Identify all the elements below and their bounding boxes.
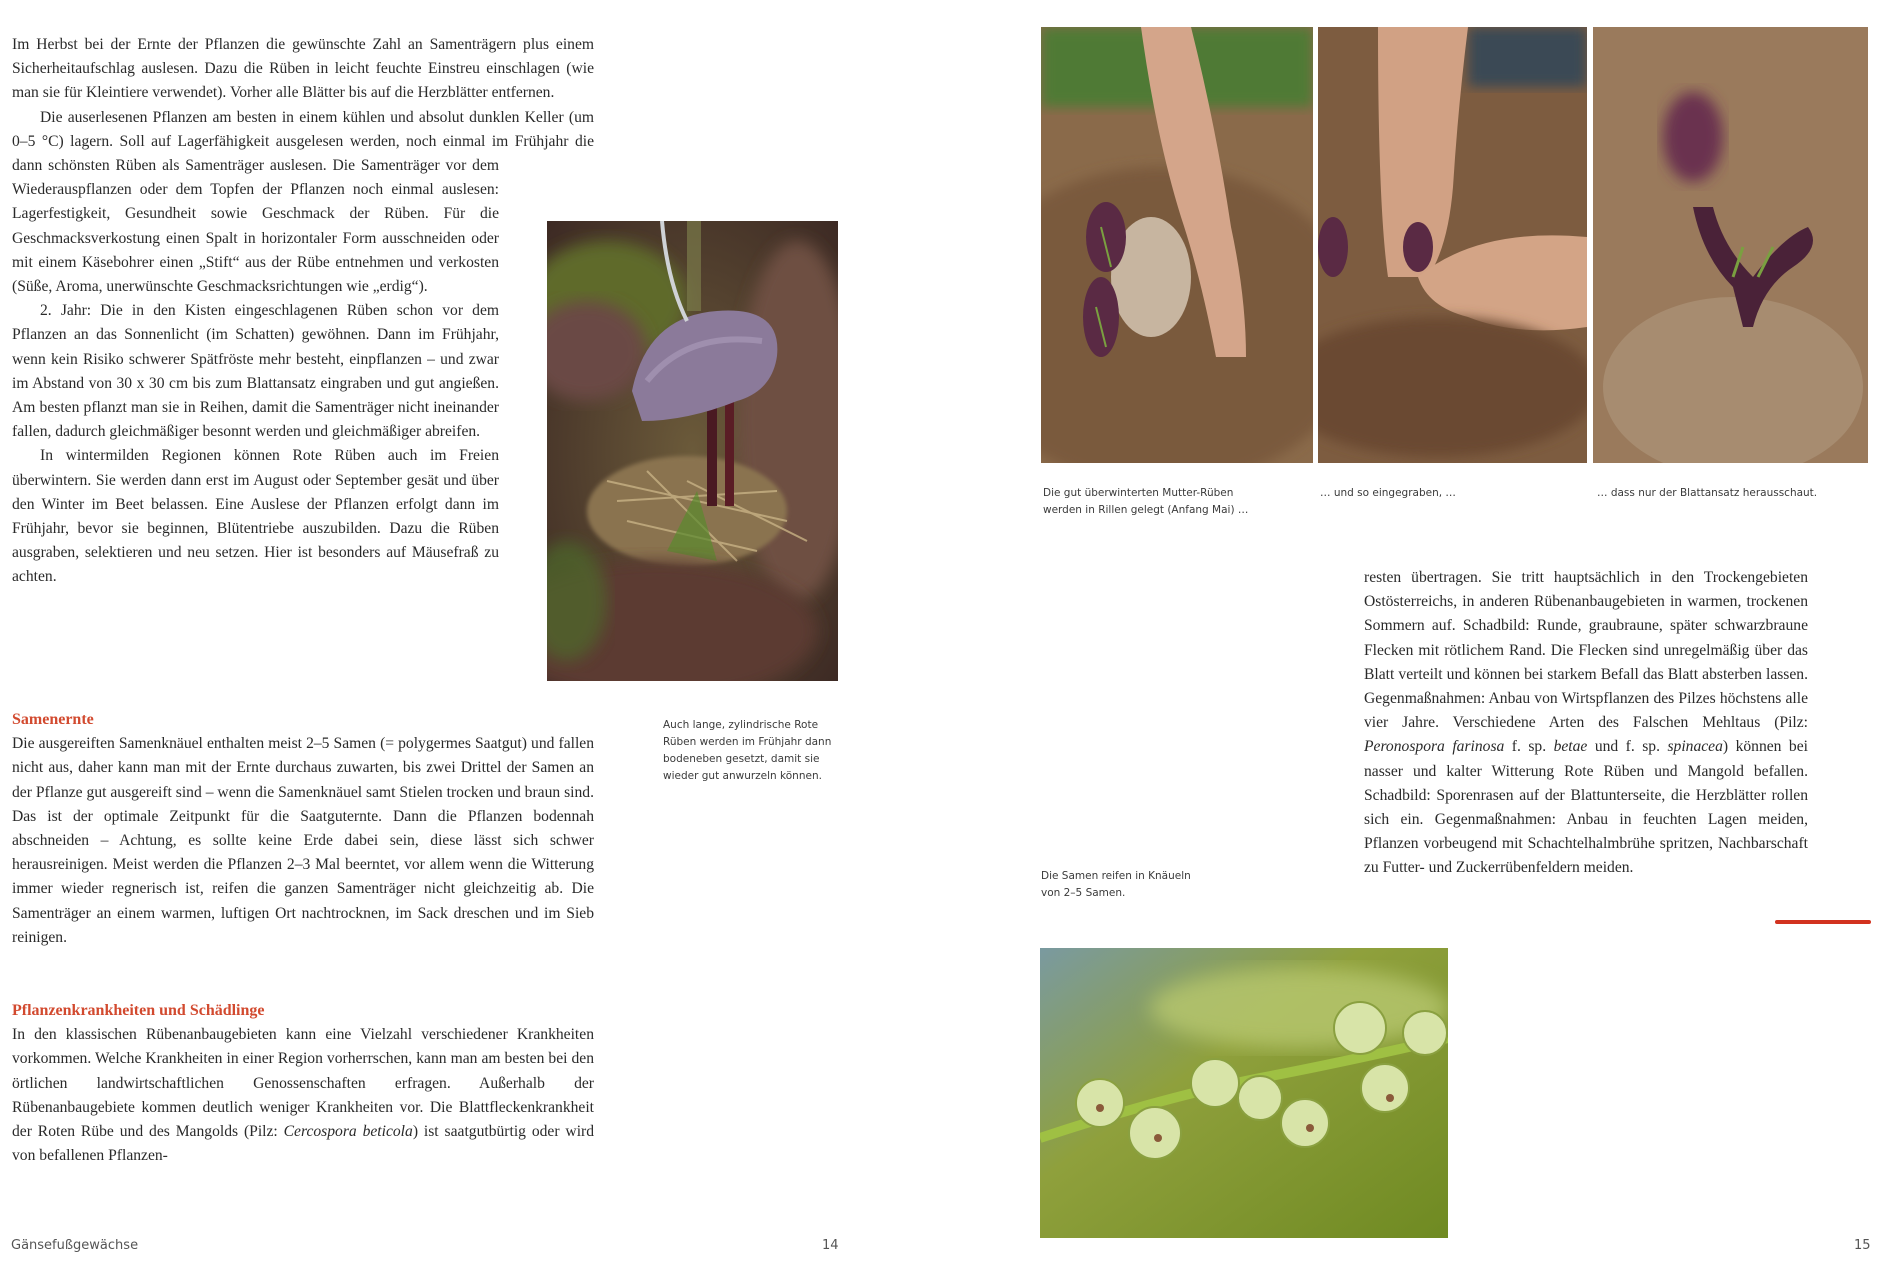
planting-caption-2: … und so eingegraben, … <box>1320 487 1456 499</box>
paragraph: Die auserlesenen Pflanzen am besten in einem kühlen und absolut dunklen Keller (um 0–5 °C) lagern. Soll auf Lagerfähigkeit ausgelesen werden, noch einmal im Frühjahr die dann schönsten Rüben als Samenträger auslesen. Die Samenträger vor dem Wiederauspflanzen oder dem Topfen der Pflanzen noch einmal auslesen: Lagerfestigkeit, Gesundheit sowie Geschmack der Rüben. Für die Geschmacksverkostung einen Spalt in horizontaler Form ausschneiden oder mit einem Käsebohrer einen „Stift“ aus der Rübe entnehmen und verkosten (Süße, Aroma, unerwünschte Geschmacksrichtungen wie „erdig“). <box>12 108 594 296</box>
page-number-left: 14 <box>822 1238 839 1253</box>
paragraph: 2. Jahr: Die in den Kisten eingeschlagenen Rüben schon vor dem Pflanzen an das Sonnenlicht (im Schatten) gewöhnen. Dann im Frühjahr, wenn kein Risiko schwerer Spätfröste mehr besteht, einpflanzen – und zwar im Abstand von 30 x 30 cm bis zum Blattansatz eingraben und gut angießen. Am besten pflanzt man sie in Reihen, damit die Samenträger nicht ineinander fallen, dadurch gleichmäßiger besonnt werden und gleichmäßiger abreifen. <box>12 302 499 441</box>
paragraph: In den klassischen Rübenanbaugebieten kann eine Vielzahl verschiedener Krankheiten vorkommen. Welche Krankheiten in einer Region vorherrschen, kann man am besten bei den örtlichen landwirtschaftlichen Genossenschaften erfragen. Außerhalb der Rübenanbaugebiete kommen deutlich weniger Krankheiten vor. Die Blattfleckenkrankheit der Roten Rübe und des Mangolds (Pilz: Cercospora beticola) ist saatgutbürtig oder wird von befallenen Pflanzen- <box>12 1026 595 1165</box>
paragraph: Die ausgereiften Samenknäuel enthalten meist 2–5 Samen (= polygermes Saatgut) und fallen nicht aus, daher kann man mit der Ernte durchaus zuwarten, bis zwei Drittel der Samen an der Pflanze gut ausgereift sind – wenn die Samenknäuel samt Stielen trocken und braun sind. Das ist der optimale Zeitpunkt für die Saatguternte. Dann die Pflanzen bodennah abschneiden – Achtung, es sollte keine Erde dabei sein, diese lässt sich schwer herausreinigen. Meist werden die Pflanzen 2–3 Mal beerntet, vor allem wenn die Witterung immer wieder regnerisch ist, reifen die ganzen Samenträger nicht gleichzeitig ab. Die Samenträger an einem warmen, luftigen Ort nachtrocknen, im Sack dreschen und im Sieb reinigen. <box>12 735 594 946</box>
seed-photo-caption: Die Samen reifen in Knäueln von 2–5 Samen. <box>1041 870 1191 899</box>
latin-name: Peronospora farinosa <box>1364 738 1505 756</box>
beet-leaf-image-icon <box>547 221 838 681</box>
latin-name: betae <box>1553 738 1588 756</box>
page-number-right: 15 <box>1854 1238 1871 1253</box>
hands-burying-image-icon <box>1318 27 1587 463</box>
right-page <box>940 0 1880 1279</box>
running-footer-chapter: Gänsefußgewächse <box>11 1238 139 1253</box>
continued-text-column <box>1364 566 1808 881</box>
beet-photo-caption: Auch lange, zylindrische Rote Rüben werden im Frühjahr dann bodeneben gesetzt, damit sie wieder gut anwurzeln können. <box>663 719 832 782</box>
beet-seedling-image-icon <box>1593 27 1868 463</box>
planting-caption-1: Die gut überwinterten Mutter-Rüben werden in Rillen gelegt (Anfang Mai) … <box>1043 487 1249 516</box>
section-heading-krankheiten: Pflanzenkrankheiten und Schädlinge <box>12 1002 265 1019</box>
latin-name: spinacea <box>1667 738 1723 756</box>
paragraph: Im Herbst bei der Ernte der Pflanzen die gewünschte Zahl an Samenträgern plus einem Sicherheitaufschlag auslesen. Dazu die Rüben in leicht feuchte Einstreu einschlagen (wie man sie für Kleintiere verwendet). Vorher alle Blätter bis auf die Herzblätter entfernen. <box>12 36 594 102</box>
planting-photo-2 <box>1318 27 1587 463</box>
krankheiten-section <box>12 999 594 1168</box>
intro-text-column <box>12 33 594 693</box>
end-of-section-rule <box>1775 920 1871 924</box>
seed-cluster-image-icon <box>1040 948 1448 1238</box>
planting-photo-1 <box>1041 27 1313 463</box>
planting-photo-3 <box>1593 27 1868 463</box>
paragraph: In wintermilden Regionen können Rote Rüben auch im Freien überwintern. Sie werden dann erst im August oder September gesät und über den Winter im Beet belassen. Eine Auslese der Pflanzen erfolgt dann im Frühjahr, bevor sie beginnen, Blütentriebe auszubilden. Dazu die Rüben ausgraben, selektieren und neu setzen. Hier ist besonders auf Mäusefraß zu achten. <box>12 447 499 586</box>
paragraph: resten übertragen. Sie tritt hauptsächlich in den Trockengebieten Ostösterreichs, in anderen Rübenanbaugebieten in warmen, trockenen Sommern auf. Schadbild: Runde, graubraune, später schwarzbraune Flecken mit rötlichem Rand. Die Flecken sind unregelmäßig über das Blatt verteilt und können bei starkem Befall das Blatt absterben lassen. Gegenmaßnahmen: Anbau von Wirtspflanzen des Pilzes höchstens alle vier Jahre. Verschiedene Arten des Falschen Mehltaus (Pilz: Peronospora farinosa f. sp. betae und f. sp. spinacea) können bei nasser und kalter Witterung Rote Rüben und Mangold befallen. Schadbild: Sporenrasen auf der Blattunterseite, die Herzblätter rollen sich ein. Gegenmaßnahmen: Anbau in feuchten Lagen meiden, Pflanzen vorbeugend mit Schachtelhalmbrühe spritzen, Nachbarschaft zu Futter- und Zuckerrübenfeldern meiden. <box>1364 569 1808 877</box>
samenernte-section <box>12 708 594 950</box>
section-heading-samenernte: Samenernte <box>12 711 94 728</box>
hands-soil-image-icon <box>1041 27 1313 463</box>
latin-name: Cercospora beticola <box>283 1123 413 1141</box>
planting-caption-3: … dass nur der Blattansatz herausschaut. <box>1597 487 1818 499</box>
beet-leaf-photo <box>547 221 838 681</box>
seed-cluster-photo <box>1040 948 1448 1238</box>
